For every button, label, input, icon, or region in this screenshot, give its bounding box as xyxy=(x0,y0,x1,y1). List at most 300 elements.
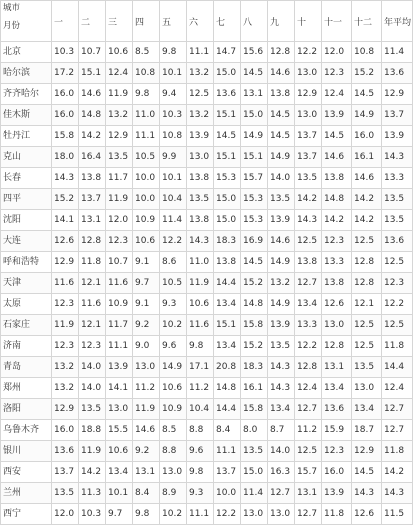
value-cell: 17.1 xyxy=(187,357,214,378)
month-header-cell: 五 xyxy=(160,1,187,42)
city-name-cell: 乌鲁木齐 xyxy=(1,420,52,441)
table-row xyxy=(1,483,413,504)
value-cell: 13.5 xyxy=(352,357,382,378)
value-cell: 14.7 xyxy=(214,42,241,63)
value-cell: 18.0 xyxy=(52,147,79,168)
value-cell: 12.9 xyxy=(52,252,79,273)
value-cell: 13.2 xyxy=(187,105,214,126)
value-cell: 8.5 xyxy=(133,42,160,63)
city-name-cell: 齐齐哈尔 xyxy=(1,84,52,105)
value-cell: 13.0 xyxy=(106,399,133,420)
value-cell: 11.4 xyxy=(160,210,187,231)
value-cell: 14.0 xyxy=(79,378,106,399)
value-cell: 13.6 xyxy=(214,84,241,105)
value-cell: 9.3 xyxy=(160,294,187,315)
value-cell: 13.5 xyxy=(382,189,413,210)
table-row xyxy=(1,252,413,273)
table-row xyxy=(1,441,413,462)
value-cell: 15.8 xyxy=(241,399,268,420)
value-cell: 13.5 xyxy=(187,189,214,210)
value-cell: 12.3 xyxy=(79,336,106,357)
value-cell: 13.9 xyxy=(382,126,413,147)
value-cell: 9.7 xyxy=(133,273,160,294)
value-cell: 15.8 xyxy=(241,315,268,336)
value-cell: 13.5 xyxy=(52,483,79,504)
value-cell: 10.8 xyxy=(352,42,382,63)
value-cell: 13.2 xyxy=(187,63,214,84)
value-cell: 14.9 xyxy=(268,252,295,273)
month-header-cell: 九 xyxy=(268,1,295,42)
value-cell: 12.6 xyxy=(52,231,79,252)
value-cell: 13.0 xyxy=(322,315,352,336)
value-cell: 12.1 xyxy=(352,294,382,315)
table-row xyxy=(1,105,413,126)
value-cell: 12.2 xyxy=(295,336,322,357)
value-cell: 13.4 xyxy=(295,294,322,315)
table-row xyxy=(1,378,413,399)
value-cell: 12.5 xyxy=(352,315,382,336)
value-cell: 13.1 xyxy=(241,84,268,105)
value-cell: 8.6 xyxy=(160,252,187,273)
value-cell: 12.0 xyxy=(106,210,133,231)
value-cell: 11.2 xyxy=(295,420,322,441)
value-cell: 13.0 xyxy=(187,147,214,168)
value-cell: 16.1 xyxy=(241,378,268,399)
value-cell: 13.5 xyxy=(382,210,413,231)
month-header-cell: 四 xyxy=(133,1,160,42)
value-cell: 10.8 xyxy=(133,63,160,84)
value-cell: 15.0 xyxy=(214,63,241,84)
value-cell: 14.0 xyxy=(268,441,295,462)
value-cell: 14.3 xyxy=(295,210,322,231)
value-cell: 14.8 xyxy=(322,189,352,210)
value-cell: 8.4 xyxy=(214,420,241,441)
value-cell: 13.5 xyxy=(79,399,106,420)
city-name-cell: 哈尔滨 xyxy=(1,63,52,84)
value-cell: 14.6 xyxy=(352,168,382,189)
value-cell: 15.6 xyxy=(241,42,268,63)
table-row xyxy=(1,126,413,147)
value-cell: 13.8 xyxy=(322,273,352,294)
value-cell: 13.4 xyxy=(214,336,241,357)
value-cell: 13.0 xyxy=(133,357,160,378)
value-cell: 12.8 xyxy=(79,231,106,252)
value-cell: 13.9 xyxy=(322,105,352,126)
value-cell: 14.5 xyxy=(214,126,241,147)
table-row xyxy=(1,336,413,357)
table-row xyxy=(1,189,413,210)
value-cell: 13.7 xyxy=(295,126,322,147)
value-cell: 9.9 xyxy=(160,147,187,168)
value-cell: 10.2 xyxy=(160,504,187,525)
value-cell: 10.9 xyxy=(106,294,133,315)
value-cell: 16.3 xyxy=(268,462,295,483)
month-header-cell: 二 xyxy=(79,1,106,42)
value-cell: 10.3 xyxy=(160,105,187,126)
value-cell: 11.9 xyxy=(79,441,106,462)
value-cell: 11.1 xyxy=(133,126,160,147)
value-cell: 16.0 xyxy=(322,462,352,483)
value-cell: 10.0 xyxy=(133,168,160,189)
value-cell: 15.3 xyxy=(241,210,268,231)
month-header-cell: 一 xyxy=(52,1,79,42)
value-cell: 14.2 xyxy=(79,126,106,147)
value-cell: 11.6 xyxy=(187,315,214,336)
city-name-cell: 济南 xyxy=(1,336,52,357)
value-cell: 14.6 xyxy=(268,63,295,84)
value-cell: 13.7 xyxy=(295,147,322,168)
value-cell: 14.4 xyxy=(214,273,241,294)
value-cell: 13.7 xyxy=(382,105,413,126)
value-cell: 11.1 xyxy=(187,42,214,63)
value-cell: 9.6 xyxy=(160,336,187,357)
value-cell: 15.2 xyxy=(241,336,268,357)
month-header-cell: 六 xyxy=(187,1,214,42)
value-cell: 20.8 xyxy=(214,357,241,378)
value-cell: 10.3 xyxy=(52,42,79,63)
value-cell: 14.9 xyxy=(268,294,295,315)
value-cell: 11.7 xyxy=(106,315,133,336)
city-name-cell: 四平 xyxy=(1,189,52,210)
value-cell: 12.3 xyxy=(322,441,352,462)
value-cell: 13.5 xyxy=(241,441,268,462)
header-row xyxy=(1,1,413,42)
value-cell: 15.2 xyxy=(241,273,268,294)
table-row xyxy=(1,231,413,252)
value-cell: 8.8 xyxy=(160,441,187,462)
value-cell: 12.3 xyxy=(52,336,79,357)
value-cell: 11.6 xyxy=(52,273,79,294)
table-row xyxy=(1,357,413,378)
value-cell: 10.5 xyxy=(160,273,187,294)
value-cell: 16.9 xyxy=(241,231,268,252)
value-cell: 14.2 xyxy=(352,189,382,210)
value-cell: 12.3 xyxy=(106,231,133,252)
value-cell: 14.0 xyxy=(79,357,106,378)
value-cell: 12.6 xyxy=(322,294,352,315)
value-cell: 15.5 xyxy=(106,420,133,441)
value-cell: 15.7 xyxy=(295,462,322,483)
value-cell: 11.4 xyxy=(382,42,413,63)
value-cell: 8.0 xyxy=(241,420,268,441)
value-cell: 15.0 xyxy=(241,462,268,483)
table-row xyxy=(1,84,413,105)
value-cell: 18.3 xyxy=(214,231,241,252)
value-cell: 14.2 xyxy=(79,462,106,483)
value-cell: 12.9 xyxy=(382,84,413,105)
value-cell: 14.2 xyxy=(322,210,352,231)
value-cell: 13.0 xyxy=(160,462,187,483)
value-cell: 10.6 xyxy=(160,378,187,399)
value-cell: 11.8 xyxy=(382,441,413,462)
city-name-cell: 西安 xyxy=(1,462,52,483)
value-cell: 14.3 xyxy=(52,168,79,189)
value-cell: 13.1 xyxy=(133,462,160,483)
city-name-cell: 西宁 xyxy=(1,504,52,525)
value-cell: 14.5 xyxy=(268,126,295,147)
value-cell: 12.6 xyxy=(352,504,382,525)
value-cell: 13.3 xyxy=(382,168,413,189)
value-cell: 11.1 xyxy=(106,336,133,357)
value-cell: 13.8 xyxy=(214,252,241,273)
value-cell: 10.4 xyxy=(160,189,187,210)
value-cell: 12.5 xyxy=(352,231,382,252)
value-cell: 11.9 xyxy=(187,273,214,294)
value-cell: 12.5 xyxy=(295,441,322,462)
table-row xyxy=(1,168,413,189)
table-row xyxy=(1,42,413,63)
value-cell: 15.3 xyxy=(214,168,241,189)
value-cell: 14.3 xyxy=(187,231,214,252)
value-cell: 15.1 xyxy=(214,315,241,336)
value-cell: 15.0 xyxy=(241,105,268,126)
value-cell: 12.4 xyxy=(322,84,352,105)
value-cell: 13.8 xyxy=(187,168,214,189)
value-cell: 10.5 xyxy=(133,147,160,168)
value-cell: 14.4 xyxy=(382,357,413,378)
value-cell: 10.2 xyxy=(160,315,187,336)
value-cell: 12.8 xyxy=(322,336,352,357)
value-cell: 11.8 xyxy=(382,336,413,357)
value-cell: 13.8 xyxy=(322,168,352,189)
value-cell: 14.2 xyxy=(295,189,322,210)
value-cell: 9.4 xyxy=(160,84,187,105)
value-cell: 13.5 xyxy=(268,336,295,357)
table-row xyxy=(1,462,413,483)
value-cell: 18.7 xyxy=(352,420,382,441)
value-cell: 13.8 xyxy=(79,168,106,189)
city-name-cell: 牡丹江 xyxy=(1,126,52,147)
value-cell: 12.7 xyxy=(295,399,322,420)
value-cell: 9.0 xyxy=(133,336,160,357)
value-cell: 13.1 xyxy=(295,483,322,504)
value-cell: 16.0 xyxy=(52,105,79,126)
value-cell: 13.3 xyxy=(295,315,322,336)
value-cell: 10.9 xyxy=(133,210,160,231)
value-cell: 11.9 xyxy=(106,84,133,105)
value-cell: 15.1 xyxy=(214,105,241,126)
value-cell: 12.7 xyxy=(268,483,295,504)
table-row xyxy=(1,399,413,420)
value-cell: 12.8 xyxy=(295,357,322,378)
value-cell: 11.4 xyxy=(241,483,268,504)
table-row xyxy=(1,315,413,336)
value-cell: 13.9 xyxy=(268,315,295,336)
corner-header-cell xyxy=(1,1,52,42)
table-row xyxy=(1,420,413,441)
value-cell: 13.6 xyxy=(322,399,352,420)
city-name-cell: 银川 xyxy=(1,441,52,462)
table-row xyxy=(1,273,413,294)
value-cell: 18.3 xyxy=(241,357,268,378)
value-cell: 14.6 xyxy=(322,147,352,168)
city-name-cell: 太原 xyxy=(1,294,52,315)
value-cell: 13.4 xyxy=(106,462,133,483)
value-cell: 8.4 xyxy=(133,483,160,504)
value-cell: 16.0 xyxy=(52,84,79,105)
value-cell: 13.0 xyxy=(352,378,382,399)
value-cell: 16.1 xyxy=(352,147,382,168)
value-cell: 12.7 xyxy=(382,420,413,441)
city-name-cell: 郑州 xyxy=(1,378,52,399)
value-cell: 12.2 xyxy=(295,42,322,63)
value-cell: 14.1 xyxy=(52,210,79,231)
value-cell: 9.8 xyxy=(187,336,214,357)
value-cell: 11.9 xyxy=(106,189,133,210)
value-cell: 9.7 xyxy=(106,504,133,525)
value-cell: 10.9 xyxy=(160,399,187,420)
value-cell: 14.5 xyxy=(241,252,268,273)
value-cell: 14.6 xyxy=(79,84,106,105)
value-cell: 8.9 xyxy=(160,483,187,504)
value-cell: 12.1 xyxy=(79,273,106,294)
value-cell: 11.3 xyxy=(79,483,106,504)
value-cell: 13.9 xyxy=(322,483,352,504)
value-cell: 13.2 xyxy=(106,105,133,126)
value-cell: 13.6 xyxy=(382,231,413,252)
value-cell: 13.7 xyxy=(79,189,106,210)
corner-month-label: 月份 xyxy=(3,21,21,31)
value-cell: 14.3 xyxy=(268,378,295,399)
value-cell: 10.1 xyxy=(160,63,187,84)
value-cell: 10.6 xyxy=(133,231,160,252)
value-cell: 15.1 xyxy=(241,147,268,168)
value-cell: 14.3 xyxy=(382,147,413,168)
value-cell: 13.1 xyxy=(322,357,352,378)
value-cell: 14.3 xyxy=(382,483,413,504)
value-cell: 15.0 xyxy=(214,189,241,210)
table-row xyxy=(1,63,413,84)
value-cell: 9.1 xyxy=(133,252,160,273)
value-cell: 12.9 xyxy=(106,126,133,147)
value-cell: 13.4 xyxy=(214,294,241,315)
value-cell: 13.0 xyxy=(295,63,322,84)
value-cell: 11.0 xyxy=(187,252,214,273)
value-cell: 8.5 xyxy=(160,420,187,441)
city-name-cell: 洛阳 xyxy=(1,399,52,420)
value-cell: 17.2 xyxy=(52,63,79,84)
value-cell: 9.3 xyxy=(187,483,214,504)
value-cell: 18.8 xyxy=(79,420,106,441)
table-row xyxy=(1,294,413,315)
value-cell: 13.5 xyxy=(106,147,133,168)
value-cell: 12.5 xyxy=(295,231,322,252)
value-cell: 14.9 xyxy=(268,147,295,168)
value-cell: 12.4 xyxy=(382,378,413,399)
value-cell: 13.0 xyxy=(295,105,322,126)
month-header-cell: 年平均 xyxy=(382,1,413,42)
value-cell: 14.3 xyxy=(268,357,295,378)
value-cell: 14.5 xyxy=(241,63,268,84)
city-name-cell: 克山 xyxy=(1,147,52,168)
city-name-cell: 长春 xyxy=(1,168,52,189)
value-cell: 13.8 xyxy=(187,210,214,231)
value-cell: 16.0 xyxy=(352,126,382,147)
value-cell: 15.1 xyxy=(79,63,106,84)
value-cell: 13.3 xyxy=(322,252,352,273)
value-cell: 12.0 xyxy=(322,42,352,63)
value-cell: 14.8 xyxy=(79,105,106,126)
value-cell: 9.8 xyxy=(133,84,160,105)
value-cell: 11.6 xyxy=(79,294,106,315)
value-cell: 14.4 xyxy=(214,399,241,420)
value-cell: 12.8 xyxy=(268,42,295,63)
table-row xyxy=(1,504,413,525)
value-cell: 13.7 xyxy=(52,462,79,483)
value-cell: 12.9 xyxy=(352,441,382,462)
value-cell: 11.6 xyxy=(106,273,133,294)
city-name-cell: 兰州 xyxy=(1,483,52,504)
value-cell: 14.8 xyxy=(214,378,241,399)
value-cell: 15.2 xyxy=(352,63,382,84)
value-cell: 12.9 xyxy=(295,84,322,105)
value-cell: 14.6 xyxy=(133,420,160,441)
month-header-cell: 十一 xyxy=(322,1,352,42)
value-cell: 16.0 xyxy=(52,420,79,441)
value-cell: 14.5 xyxy=(352,462,382,483)
value-cell: 13.5 xyxy=(268,189,295,210)
value-cell: 12.8 xyxy=(352,252,382,273)
value-cell: 13.1 xyxy=(79,210,106,231)
value-cell: 12.5 xyxy=(382,252,413,273)
city-name-cell: 大连 xyxy=(1,231,52,252)
value-cell: 12.8 xyxy=(352,273,382,294)
value-cell: 13.9 xyxy=(106,357,133,378)
value-cell: 11.5 xyxy=(382,504,413,525)
value-cell: 15.9 xyxy=(322,420,352,441)
value-cell: 12.0 xyxy=(52,504,79,525)
value-cell: 9.6 xyxy=(187,441,214,462)
value-cell: 13.6 xyxy=(52,441,79,462)
value-cell: 13.4 xyxy=(268,399,295,420)
value-cell: 10.0 xyxy=(133,189,160,210)
value-cell: 9.2 xyxy=(133,441,160,462)
value-cell: 11.1 xyxy=(214,441,241,462)
value-cell: 10.7 xyxy=(106,252,133,273)
value-cell: 13.4 xyxy=(352,399,382,420)
value-cell: 13.2 xyxy=(52,357,79,378)
value-cell: 11.8 xyxy=(322,504,352,525)
value-cell: 13.9 xyxy=(187,126,214,147)
value-cell: 14.5 xyxy=(268,105,295,126)
month-header-cell: 十 xyxy=(295,1,322,42)
value-cell: 10.6 xyxy=(106,42,133,63)
value-cell: 12.3 xyxy=(382,273,413,294)
value-cell: 12.2 xyxy=(214,504,241,525)
value-cell: 15.1 xyxy=(214,147,241,168)
value-cell: 11.7 xyxy=(106,168,133,189)
value-cell: 13.2 xyxy=(268,273,295,294)
value-cell: 8.7 xyxy=(268,420,295,441)
value-cell: 13.2 xyxy=(52,378,79,399)
value-cell: 13.6 xyxy=(382,63,413,84)
table-row xyxy=(1,210,413,231)
value-cell: 10.6 xyxy=(106,441,133,462)
value-cell: 12.3 xyxy=(322,63,352,84)
value-cell: 14.2 xyxy=(382,462,413,483)
table-row xyxy=(1,147,413,168)
value-cell: 11.1 xyxy=(187,504,214,525)
value-cell: 14.0 xyxy=(268,168,295,189)
value-cell: 9.8 xyxy=(133,504,160,525)
city-name-cell: 石家庄 xyxy=(1,315,52,336)
value-cell: 12.9 xyxy=(52,399,79,420)
value-cell: 14.6 xyxy=(268,231,295,252)
value-cell: 14.8 xyxy=(241,294,268,315)
value-cell: 14.5 xyxy=(322,126,352,147)
value-cell: 14.9 xyxy=(160,357,187,378)
city-name-cell: 沈阳 xyxy=(1,210,52,231)
